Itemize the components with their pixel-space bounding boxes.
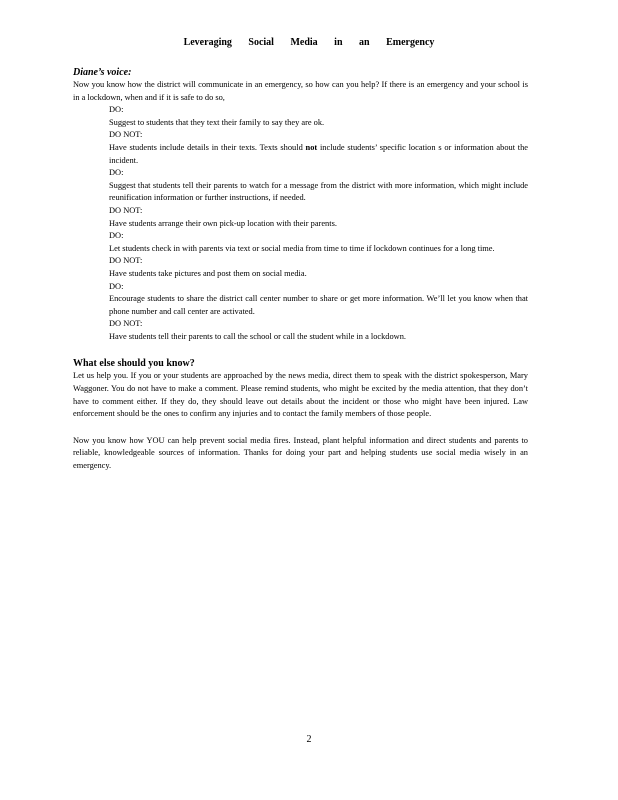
closing-paragraph: Now you know how YOU can help prevent social media fires. Instead, plant helpful information and direct students and parents to reliable, knowledgeable sources of information. Thanks for doing your part and helping students use social media wisely in an emergency. xyxy=(73,435,528,471)
list-item-text: Have students take pictures and post them on social media. xyxy=(109,268,307,278)
list-item-label: DO NOT: xyxy=(109,205,143,215)
spacer xyxy=(73,343,528,357)
list-item-text: Let students check in with parents via text or social media from time to time if lockdown continues for a long time. xyxy=(109,243,495,253)
list-item-label: DO NOT: xyxy=(109,319,143,329)
list-item-label: DO: xyxy=(109,168,124,178)
document-title: Leveraging Social Media in an Emergency xyxy=(183,37,435,48)
list-item-label: DO: xyxy=(109,105,124,115)
do-dont-list xyxy=(73,104,528,343)
media-paragraph: Let us help you. If you or your students are approached by the news media, direct them to speak with the district spokesperson, Mary Waggoner. You do not have to make a comment. Please remind students, who might be excited by the media attention, that they don’t have to comment either. If they do, they should leave out details about the incident or those who might have been injured. Law enforcement should be the ones to confirm any injuries and to contact the family members of those people. xyxy=(73,371,528,419)
list-item-text: Encourage students to share the district call center number to share or get more information. We’ll let you know when that phone number and call center are activated. xyxy=(109,294,528,316)
list-item-text: Suggest to students that they text their family to say they are ok. xyxy=(109,117,325,127)
section-heading-what-else: What else should you know? xyxy=(73,358,195,370)
intro-paragraph: Now you know how the district will communicate in an emergency, so how can you help? If there is an emergency and your school is in a lockdown, when and if it is safe to do so, xyxy=(73,80,528,102)
document-body xyxy=(73,66,528,473)
page-number: 2 xyxy=(306,734,312,745)
list-item-label: DO: xyxy=(109,231,124,241)
list-item-label: DO NOT: xyxy=(109,130,143,140)
list-item-text: Have students arrange their own pick-up location with their parents. xyxy=(109,218,337,228)
section-heading-dianes-voice: Diane’s voice: xyxy=(73,67,132,78)
list-item-text: Suggest that students tell their parents to watch for a message from the district with more information, which might include reunification information or further instructions, if needed. xyxy=(109,180,528,203)
spacer xyxy=(73,421,528,435)
list-item-text xyxy=(109,142,528,167)
list-item-label: DO: xyxy=(109,281,124,291)
list-item-text-part: Have students include details in their texts. Texts should xyxy=(109,142,303,152)
emphasis-not: not xyxy=(305,142,318,152)
list-item-text-part: include students’ specific location s or information about the incident. xyxy=(109,142,529,165)
list-item-label: DO NOT: xyxy=(109,256,143,266)
list-item-text: Have students tell their parents to call the school or call the student while in a lockdown. xyxy=(109,331,407,341)
